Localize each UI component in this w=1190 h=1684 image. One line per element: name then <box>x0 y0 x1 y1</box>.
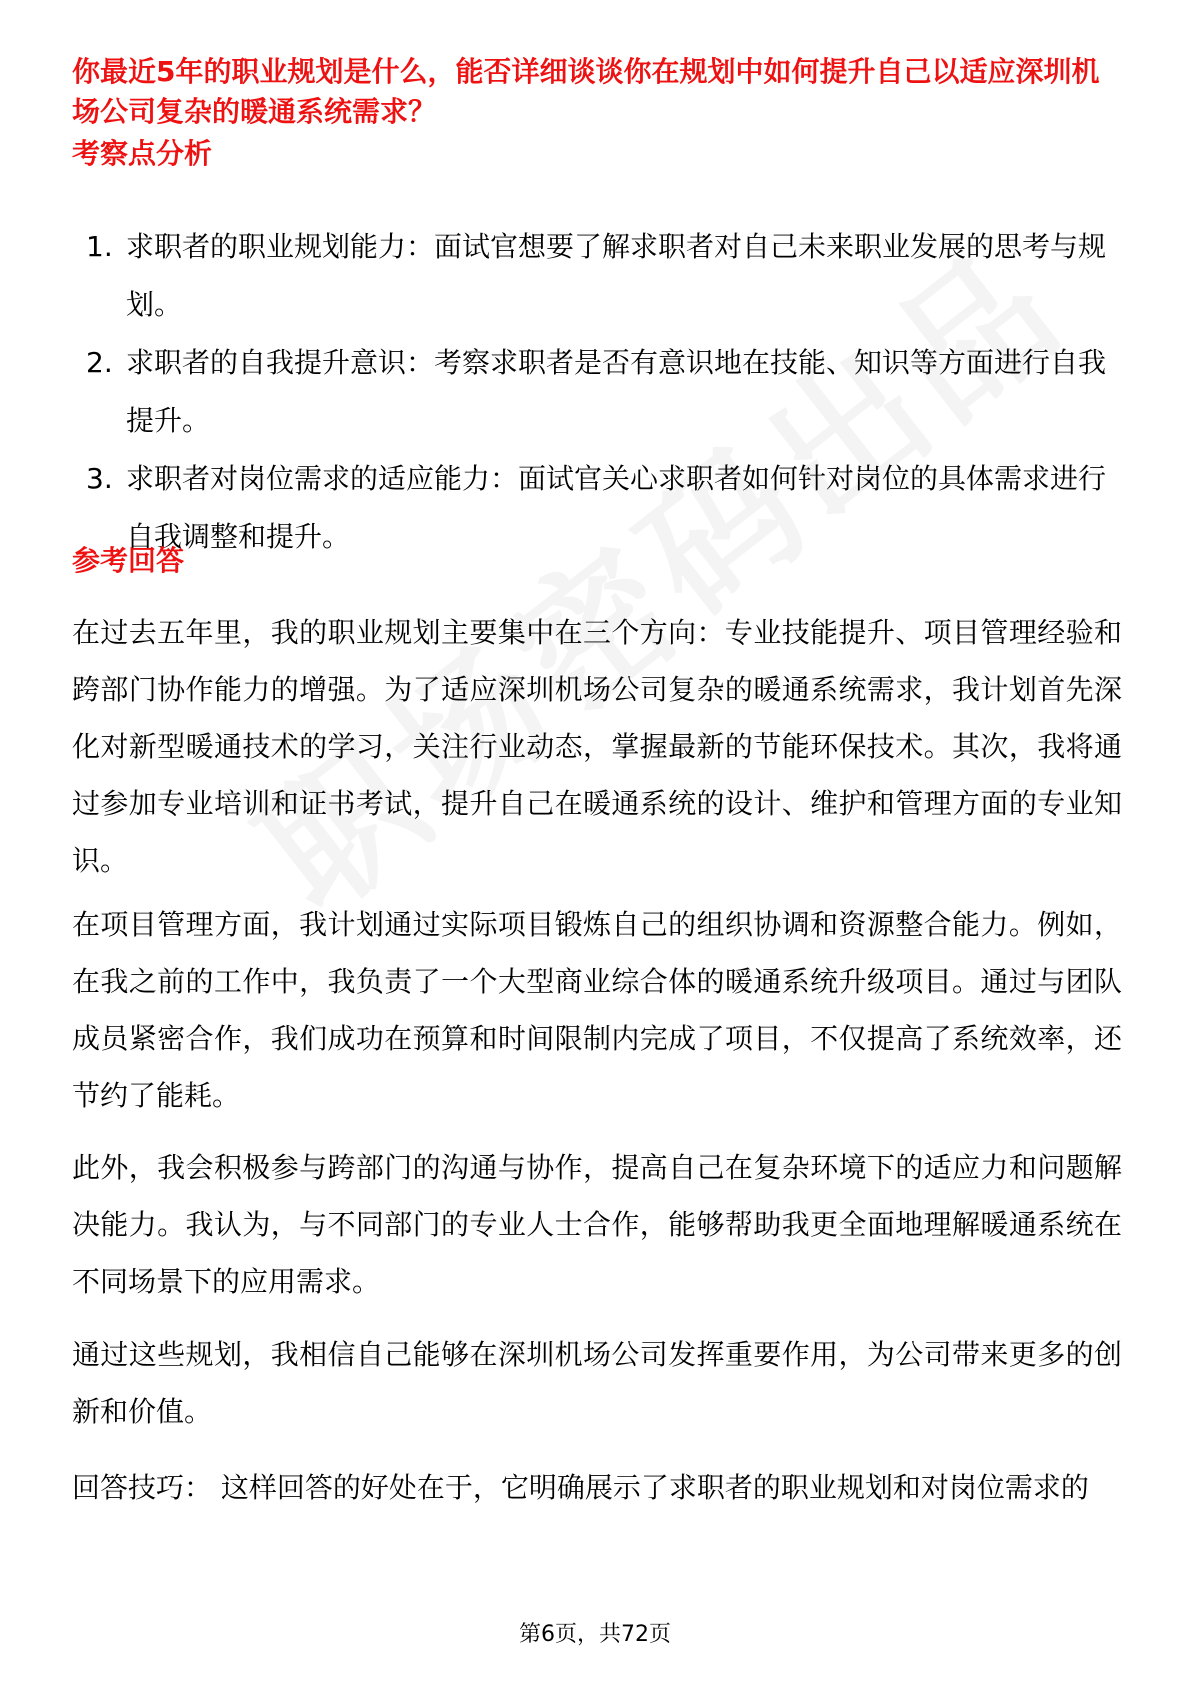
question-title: 你最近5年的职业规划是什么，能否详细谈谈你在规划中如何提升自己以适应深圳机场公司复杂的暖通系统需求？ <box>72 55 1100 128</box>
answer-paragraph: 在项目管理方面，我计划通过实际项目锻炼自己的组织协调和资源整合能力。例如，在我之前的工作中，我负责了一个大型商业综合体的暖通系统升级项目。通过与团队成员紧密合作，我们成功在预算和时间限制内完成了项目，不仅提高了系统效率，还节约了能耗。 <box>72 908 1122 1112</box>
list-item-text: 求职者的自我提升意识：考察求职者是否有意识地在技能、知识等方面进行自我提升。 <box>126 346 1107 437</box>
list-item <box>72 218 1122 334</box>
list-item-text: 求职者的职业规划能力：面试官想要了解求职者对自己未来职业发展的思考与规划。 <box>126 230 1107 321</box>
answer-paragraph: 在过去五年里，我的职业规划主要集中在三个方向：专业技能提升、项目管理经验和跨部门协作能力的增强。为了适应深圳机场公司复杂的暖通系统需求，我计划首先深化对新型暖通技术的学习，关注行业动态，掌握最新的节能环保技术。其次，我将通过参加专业培训和证书考试，提升自己在暖通系统的设计、维护和管理方面的专业知识。 <box>72 616 1122 877</box>
list-item <box>72 334 1122 450</box>
list-item-number: 3. <box>86 462 113 495</box>
list-item-number: 2. <box>86 346 113 379</box>
list-item <box>72 450 1122 566</box>
analysis-heading: 考察点分析 <box>72 137 213 170</box>
answer-tips-paragraph: 回答技巧： 这样回答的好处在于，它明确展示了求职者的职业规划和对岗位需求的 <box>72 1471 1089 1504</box>
answer-heading: 参考回答 <box>72 544 185 577</box>
list-item-text: 求职者对岗位需求的适应能力：面试官关心求职者如何针对岗位的具体需求进行自我调整和提升。 <box>126 462 1107 553</box>
page-number-footer: 第6页，共72页 <box>519 1622 671 1647</box>
analysis-list <box>72 218 1122 566</box>
answer-paragraph: 此外，我会积极参与跨部门的沟通与协作，提高自己在复杂环境下的适应力和问题解决能力。我认为，与不同部门的专业人士合作，能够帮助我更全面地理解暖通系统在不同场景下的应用需求。 <box>72 1151 1122 1298</box>
list-item-number: 1. <box>86 230 113 263</box>
answer-paragraph: 通过这些规划，我相信自己能够在深圳机场公司发挥重要作用，为公司带来更多的创新和价值。 <box>72 1338 1122 1428</box>
